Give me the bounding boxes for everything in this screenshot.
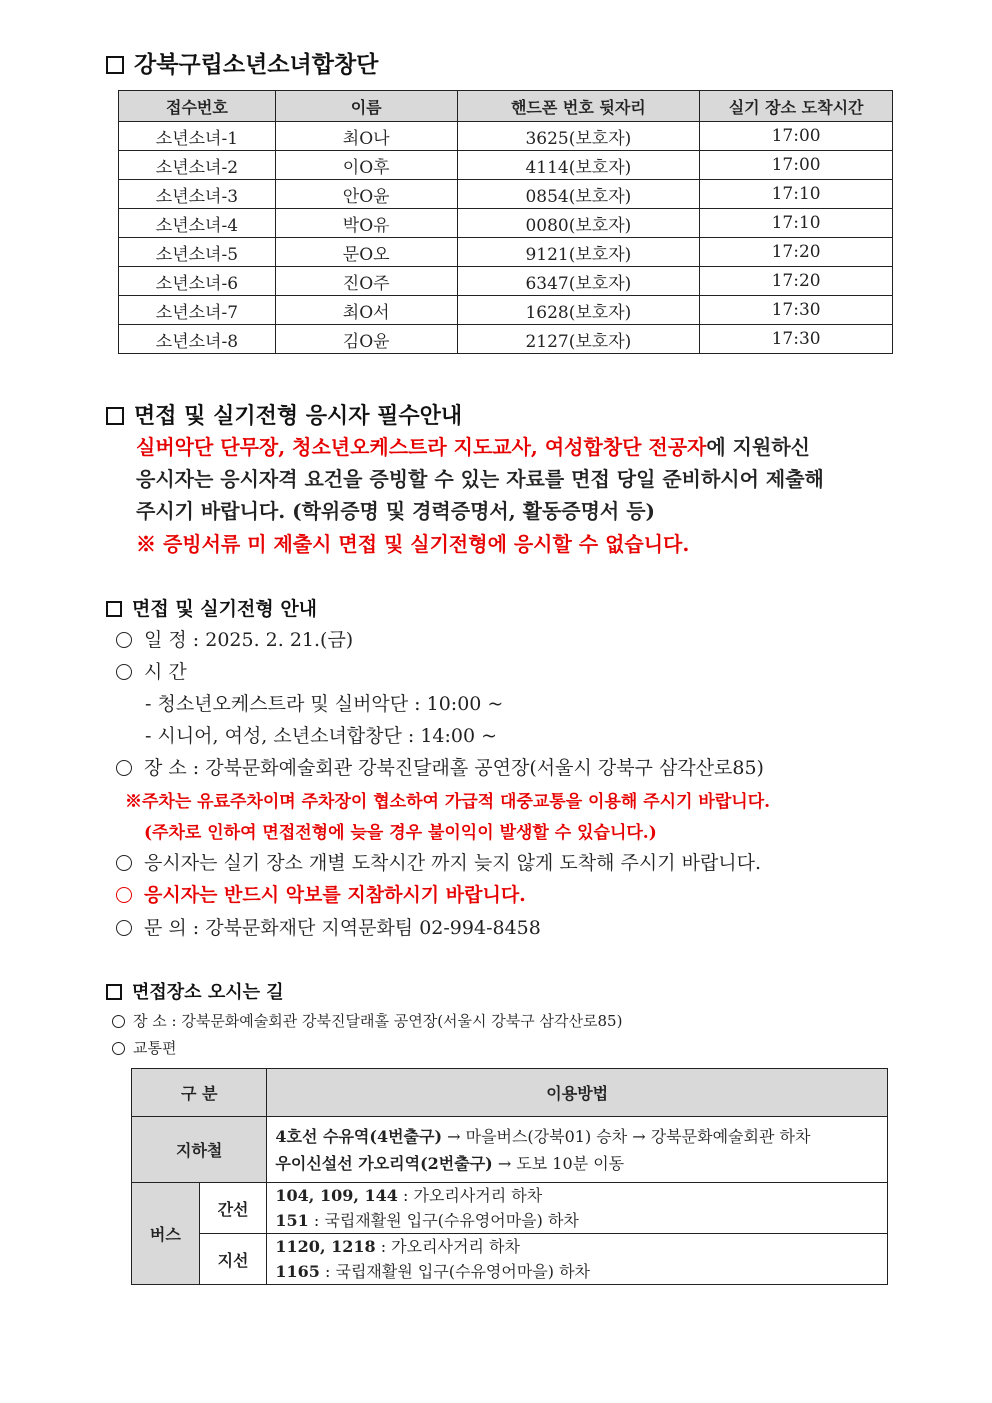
section2-title: 면접 및 실기전형 응시자 필수안내: [134, 404, 463, 429]
table-cell: 소년소녀-4: [119, 209, 276, 238]
schedule-date-text: 일 정 : 2025. 2. 21.(금): [144, 629, 354, 651]
checkbox-square-icon: [106, 407, 124, 425]
schedule-time-label: 시 간: [144, 661, 187, 683]
subway-directions: [267, 1117, 888, 1183]
table-cell: 2127(보호자): [457, 325, 700, 354]
table-cell: 안O윤: [275, 180, 457, 209]
arrival-notice-text: 응시자는 실기 장소 개별 도착시간 까지 늦지 않게 도착해 주시기 바랍니다.: [144, 852, 762, 874]
schedule-place-text: 장 소 : 강북문화예술회관 강북진달래홀 공연장(서울시 강북구 삼각산로85): [144, 757, 764, 779]
venue-text: 장 소 : 강북문화예술회관 강북진달래홀 공연장(서울시 강북구 삼각산로85): [133, 1012, 623, 1030]
table-row: [119, 209, 893, 238]
table-cell: 박O유: [275, 209, 457, 238]
schedule-time: [116, 657, 187, 684]
table-cell: 17:00: [700, 151, 893, 180]
table-cell: 17:20: [700, 267, 893, 296]
notice-text: 에 지원하신: [706, 435, 810, 459]
section3-heading: [106, 594, 317, 621]
contact-info-text: 문 의 : 강북문화재단 지역문화팀 02-994-8458: [144, 917, 541, 939]
table-cell: 17:10: [700, 180, 893, 209]
branch-directions: [267, 1234, 888, 1285]
schedule-place: [116, 753, 764, 780]
trunk-bus-numbers-1: 104, 109, 144: [275, 1186, 398, 1205]
transport-line: [112, 1037, 176, 1058]
table-cell: 소년소녀-6: [119, 267, 276, 296]
branch-bus-numbers-1: 1120, 1218: [275, 1237, 376, 1256]
trunk-directions: [267, 1183, 888, 1234]
table-cell: 17:30: [700, 325, 893, 354]
circle-bullet-icon: [116, 760, 132, 776]
table-cell: 김O윤: [275, 325, 457, 354]
table-row: [119, 122, 893, 151]
table-cell: 소년소녀-1: [119, 122, 276, 151]
applicant-table: [118, 90, 893, 354]
bus-branch-row: [132, 1234, 888, 1285]
table-cell: 17:20: [700, 238, 893, 267]
table-cell: 17:00: [700, 122, 893, 151]
branch-stop-2: : 국립재활원 입구(수유영어마을) 하차: [319, 1262, 590, 1281]
notice-line-2: 응시자는 응시자격 요건을 증빙할 수 있는 자료를 면접 당일 준비하시어 제출해: [136, 467, 824, 491]
section1-title: 강북구립소년소녀합창단: [134, 52, 379, 78]
section2-heading: [106, 399, 462, 430]
trunk-stop-2: : 국립재활원 입구(수유영어마을) 하차: [308, 1211, 579, 1230]
table-cell: 0080(보호자): [457, 209, 700, 238]
bus-label: 버스: [132, 1183, 200, 1285]
trunk-bus-numbers-2: 151: [275, 1211, 309, 1230]
circle-bullet-icon: [116, 632, 132, 648]
parking-notice-2: (주차로 인하여 면접전형에 늦을 경우 불이익이 발생할 수 있습니다.): [144, 823, 657, 843]
table-cell: 4114(보호자): [457, 151, 700, 180]
branch-label: 지선: [199, 1234, 267, 1285]
schedule-time-2: - 시니어, 여성, 소년소녀합창단 : 14:00 ~: [145, 725, 498, 747]
table-header: 실기 장소 도착시간: [700, 91, 893, 122]
subway-label: 지하철: [132, 1117, 267, 1183]
table-cell: 소년소녀-8: [119, 325, 276, 354]
directions-header-row: [132, 1069, 888, 1117]
table-cell: 소년소녀-5: [119, 238, 276, 267]
subway-row: [132, 1117, 888, 1183]
table-header: 이용방법: [267, 1069, 888, 1117]
arrival-notice: [116, 848, 761, 875]
subway-line-1-route: → 마을버스(강북01) 승차 → 강북문화예술회관 하차: [442, 1126, 811, 1146]
section3-title: 면접 및 실기전형 안내: [132, 598, 318, 620]
checkbox-square-icon: [106, 984, 122, 1000]
table-cell: 문O오: [275, 238, 457, 267]
branch-stop-1: : 가오리사거리 하차: [375, 1237, 520, 1256]
table-row: [119, 325, 893, 354]
subway-line-2-station: 우이신설선 가오리역(2번출구): [275, 1153, 493, 1173]
table-header: 이름: [275, 91, 457, 122]
table-cell: 소년소녀-2: [119, 151, 276, 180]
table-cell: 이O후: [275, 151, 457, 180]
table-header-row: [119, 91, 893, 122]
notice-line-1: [136, 431, 810, 463]
table-cell: 17:10: [700, 209, 893, 238]
circle-bullet-icon: [112, 1042, 125, 1055]
table-header: 구 분: [132, 1069, 267, 1117]
trunk-stop-1: : 가오리사거리 하차: [397, 1186, 543, 1205]
score-notice: [116, 880, 526, 907]
table-row: [119, 267, 893, 296]
parking-notice-1: ※주차는 유료주차이며 주차장이 협소하여 가급적 대중교통을 이용해 주시기 바랍니다.: [125, 792, 771, 812]
subway-line-2-route: → 도보 10분 이동: [492, 1153, 625, 1173]
circle-bullet-icon: [116, 920, 132, 936]
table-header: 핸드폰 번호 뒷자리: [457, 91, 700, 122]
table-cell: 17:30: [700, 296, 893, 325]
contact-info: [116, 913, 541, 940]
bus-trunk-row: [132, 1183, 888, 1234]
table-cell: 9121(보호자): [457, 238, 700, 267]
checkbox-square-icon: [106, 601, 122, 617]
schedule-date: [116, 625, 353, 652]
trunk-label: 간선: [199, 1183, 267, 1234]
table-row: [119, 151, 893, 180]
score-notice-text: 응시자는 반드시 악보를 지참하시기 바랍니다.: [144, 884, 526, 906]
table-cell: 진O주: [275, 267, 457, 296]
table-cell: 최O나: [275, 122, 457, 151]
circle-bullet-icon: [116, 887, 132, 903]
table-cell: 소년소녀-7: [119, 296, 276, 325]
table-cell: 최O서: [275, 296, 457, 325]
table-cell: 0854(보호자): [457, 180, 700, 209]
table-row: [119, 238, 893, 267]
table-cell: 3625(보호자): [457, 122, 700, 151]
notice-warning: ※ 증빙서류 미 제출시 면접 및 실기전형에 응시할 수 없습니다.: [136, 532, 690, 556]
venue-line: [112, 1010, 622, 1031]
subway-line-1-station: 4호선 수유역(4번출구): [275, 1126, 443, 1146]
checkbox-square-icon: [106, 56, 124, 74]
circle-bullet-icon: [112, 1015, 125, 1028]
table-row: [119, 296, 893, 325]
branch-bus-numbers-2: 1165: [275, 1262, 320, 1281]
table-cell: 1628(보호자): [457, 296, 700, 325]
notice-line-3: 주시기 바랍니다. (학위증명 및 경력증명서, 활동증명서 등): [136, 499, 655, 523]
notice-red-text: 실버악단 단무장, 청소년오케스트라 지도교사, 여성합창단 전공자: [136, 435, 707, 459]
circle-bullet-icon: [116, 855, 132, 871]
section4-title: 면접장소 오시는 길: [132, 982, 284, 1003]
transport-label: 교통편: [133, 1039, 177, 1057]
table-header: 접수번호: [119, 91, 276, 122]
section4-heading: [106, 978, 284, 1004]
table-cell: 6347(보호자): [457, 267, 700, 296]
schedule-time-1: - 청소년오케스트라 및 실버악단 : 10:00 ~: [145, 693, 504, 715]
table-row: [119, 180, 893, 209]
directions-table: [131, 1068, 888, 1285]
table-cell: 소년소녀-3: [119, 180, 276, 209]
circle-bullet-icon: [116, 664, 132, 680]
section1-heading: [106, 46, 378, 79]
